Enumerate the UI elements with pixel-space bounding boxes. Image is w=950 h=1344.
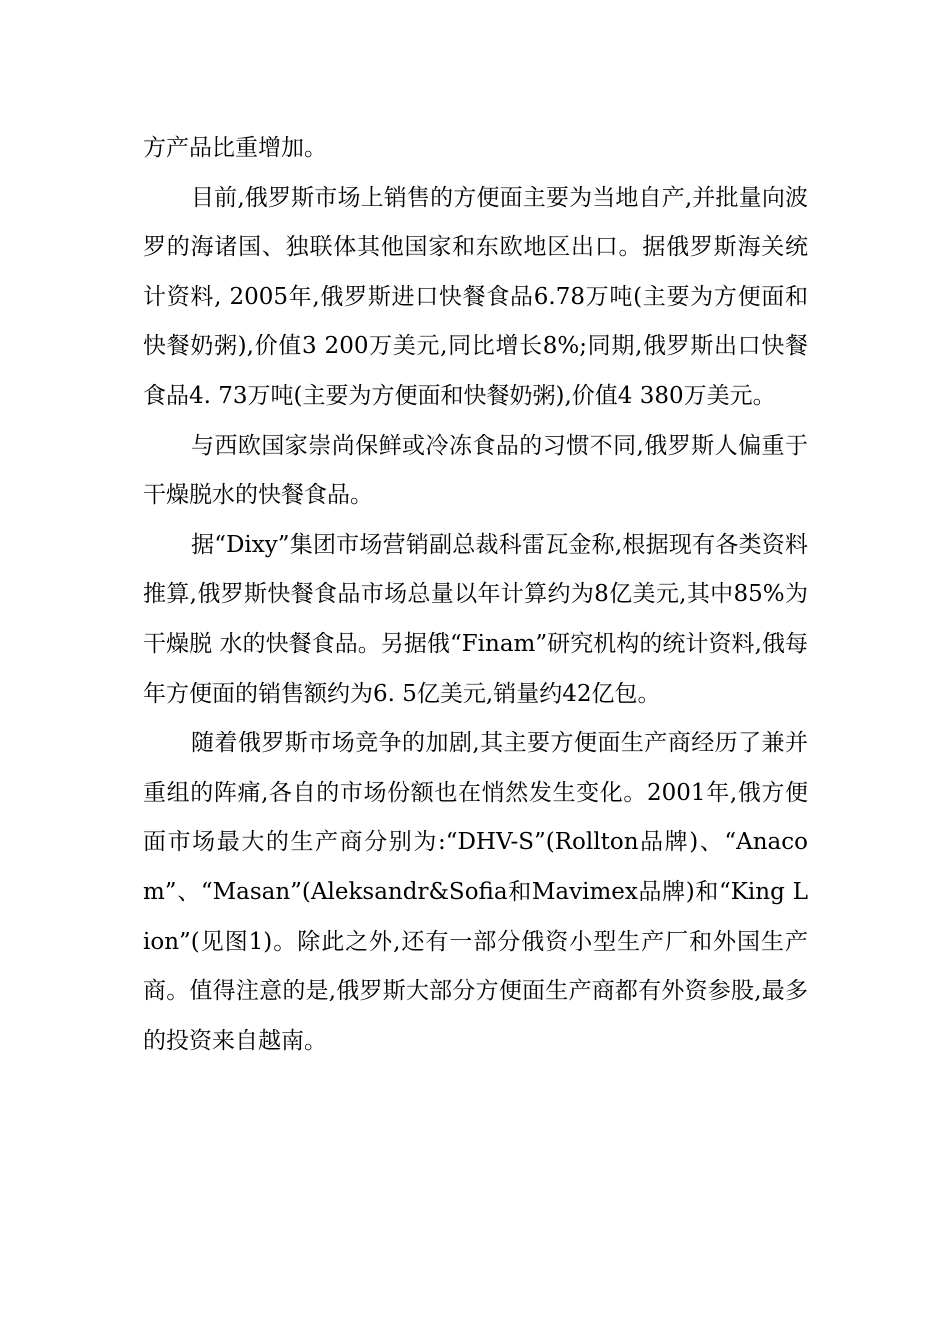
paragraph-2: 目前,俄罗斯市场上销售的方便面主要为当地自产,并批量向波罗的海诸国、独联体其他国家和东欧地区出口。据俄罗斯海关统计资料, 2005年,俄罗斯进口快餐食品6.78万吨(主要为方便面和快餐奶粥),价值3 200万美元,同比增长8%;同期,俄罗斯出口快餐食品4. 73万吨(主要为方便面和快餐奶粥),价值4 380万美元。 (143, 184, 808, 409)
paragraph-3: 与西欧国家崇尚保鲜或冷冻食品的习惯不同,俄罗斯人偏重于干燥脱水的快餐食品。 (143, 432, 808, 509)
document-page (143, 124, 808, 1066)
paragraph-4: 据“Dixy”集团市场营销副总裁科雷瓦金称,根据现有各类资料推算,俄罗斯快餐食品市场总量以年计算约为8亿美元,其中85%为干燥脱 水的快餐食品。另据俄“Finam”研究机构的统计资料,俄每年方便面的销售额约为6. 5亿美元,销量约42亿包。 (143, 531, 808, 707)
paragraph-5: 随着俄罗斯市场竞争的加剧,其主要方便面生产商经历了兼并重组的阵痛,各自的市场份额也在悄然发生变化。2001年,俄方便面市场最大的生产商分别为:“DHV-S”(Rollton品牌)、“Anacom”、“Masan”(Aleksandr&Sofia和Mavimex品牌)和“King Lion”(见图1)。除此之外,还有一部分俄资小型生产厂和外国生产商。值得注意的是,俄罗斯大部分方便面生产商都有外资参股,最多的投资来自越南。 (143, 730, 808, 1054)
paragraph-1: 方产品比重增加。 (143, 135, 327, 161)
